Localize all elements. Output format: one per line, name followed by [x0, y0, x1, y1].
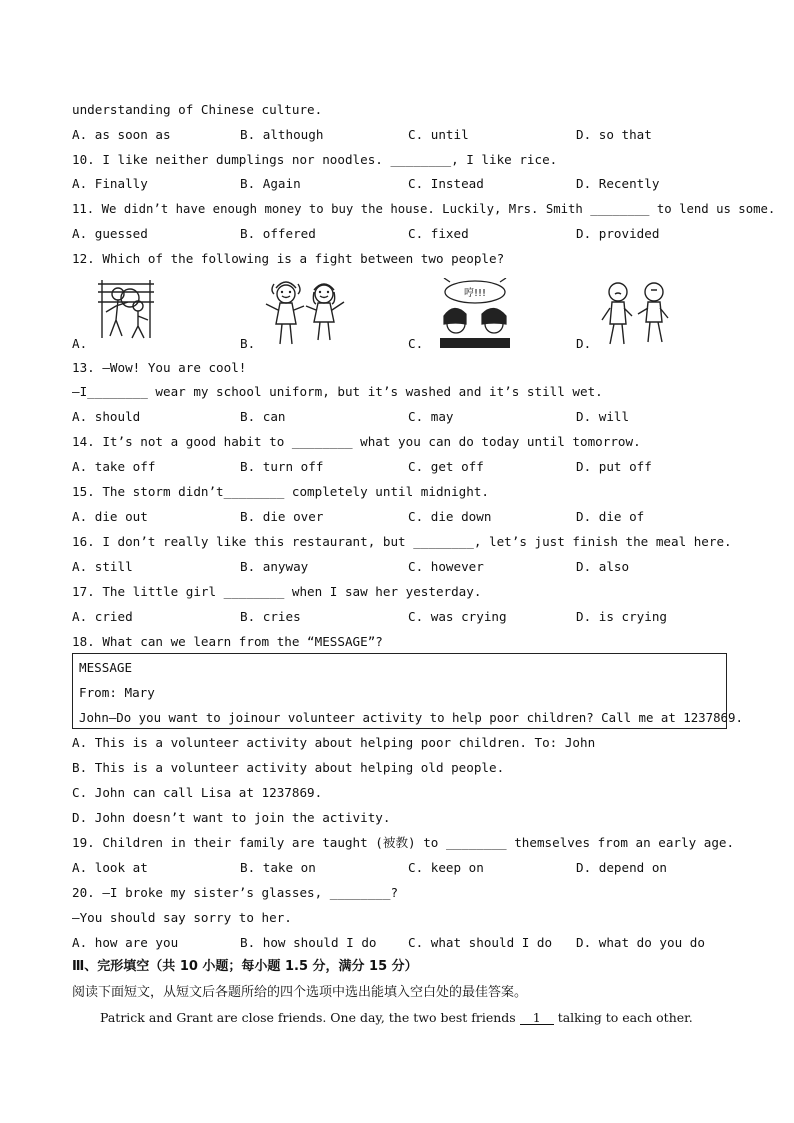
picture-label-d: D.: [576, 336, 592, 351]
question-18-option-b: B. This is a volunteer activity about helping old people.: [72, 760, 505, 775]
cloze-text-end: talking to each other.: [557, 1010, 693, 1025]
option-b: B. take on: [240, 860, 316, 875]
cloze-text-start: Patrick and Grant are close friends. One day, the two best friends: [100, 1010, 516, 1025]
option-a: A. cried: [72, 609, 133, 624]
question-14-options: [72, 459, 732, 475]
question-14: 14. It’s not a good habit to ________ what you can do today until tomorrow.: [72, 434, 641, 449]
option-d: D. Recently: [576, 176, 660, 191]
picture-label-c: C.: [408, 336, 424, 351]
question-18: 18. What can we learn from the “MESSAGE”?: [72, 634, 383, 649]
option-b: B. turn off: [240, 459, 324, 474]
option-b: B. how should I do: [240, 935, 377, 950]
section-3-heading: Ⅲ、完形填空（共 10 小题；每小题 1.5 分，满分 15 分）: [72, 959, 418, 974]
option-a: A. look at: [72, 860, 148, 875]
option-a: A. still: [72, 559, 133, 574]
option-c: C. may: [408, 409, 454, 424]
option-b: B. although: [240, 127, 324, 142]
picture-label-b: B.: [240, 336, 256, 351]
question-20-dialog-line-1: 20. —I broke my sister’s glasses, ________?: [72, 885, 399, 900]
picture-c-two-kids-angry-illustration: [430, 278, 520, 348]
bubble-text: 哼!!!: [463, 288, 487, 299]
question-13-options: [72, 409, 732, 425]
cloze-blank-1: 1: [520, 1011, 554, 1025]
option-b: B. Again: [240, 176, 301, 191]
question-17: 17. The little girl ________ when I saw her yesterday.: [72, 584, 482, 599]
option-d: D. provided: [576, 226, 660, 241]
message-title: MESSAGE: [79, 660, 133, 675]
question-11-options: [72, 226, 732, 242]
question-18-option-d: D. John doesn’t want to join the activity.: [72, 810, 391, 825]
option-c: C. was crying: [408, 609, 507, 624]
option-b: B. die over: [240, 509, 324, 524]
question-18-option-c: C. John can call Lisa at 1237869.: [72, 785, 323, 800]
question-15: 15. The storm didn’t________ completely until midnight.: [72, 484, 490, 499]
question-12: 12. Which of the following is a fight between two people?: [72, 251, 505, 266]
option-b: B. offered: [240, 226, 316, 241]
picture-d-two-kids-illustration: [598, 280, 672, 348]
message-box: [72, 653, 743, 729]
question-19-options: [72, 860, 732, 876]
picture-b-two-happy-girls-illustration: [262, 276, 350, 348]
question-10-options: [72, 176, 732, 192]
option-d: D. what do you do: [576, 935, 705, 950]
message-from: From: Mary: [79, 685, 155, 700]
message-body: John—Do you want to joinour volunteer activity to help poor children? Call me at 1237869.: [79, 710, 743, 725]
question-13-dialog-line-2: —I________ wear my school uniform, but it’s washed and it’s still wet.: [72, 384, 603, 399]
question-9-options: [72, 127, 732, 143]
option-d: D. die of: [576, 509, 645, 524]
question-16-options: [72, 559, 732, 575]
question-19: 19. Children in their family are taught (被教) to ________ themselves from an early age.: [72, 835, 735, 850]
option-c: C. Instead: [408, 176, 484, 191]
option-c: C. what should I do: [408, 935, 553, 950]
option-c: C. fixed: [408, 226, 469, 241]
option-a: A. how are you: [72, 935, 179, 950]
option-b: B. cries: [240, 609, 301, 624]
question-18-option-a: A. This is a volunteer activity about helping poor children. To: John: [72, 735, 596, 750]
question-16: 16. I don’t really like this restaurant, but ________, let’s just finish the meal here.: [72, 534, 732, 549]
question-11: 11. We didn’t have enough money to buy the house. Luckily, Mrs. Smith ________ to lend us some.: [72, 202, 776, 216]
question-17-options: [72, 609, 732, 625]
option-a: A. Finally: [72, 176, 148, 191]
option-a: A. die out: [72, 509, 148, 524]
option-c: C. however: [408, 559, 484, 574]
question-9-tail: understanding of Chinese culture.: [72, 102, 323, 117]
question-20-options: [72, 935, 732, 951]
question-20-dialog-line-2: —You should say sorry to her.: [72, 910, 292, 925]
option-d: D. will: [576, 409, 630, 424]
question-15-options: [72, 509, 732, 525]
option-c: C. get off: [408, 459, 484, 474]
cloze-paragraph-first-line: [100, 1010, 693, 1026]
option-c: C. keep on: [408, 860, 484, 875]
option-a: A. as soon as: [72, 127, 171, 142]
option-a: A. guessed: [72, 226, 148, 241]
option-a: A. should: [72, 409, 141, 424]
question-10: 10. I like neither dumplings nor noodles. ________, I like rice.: [72, 152, 558, 167]
option-b: B. can: [240, 409, 286, 424]
picture-label-a: A.: [72, 336, 88, 351]
option-d: D. put off: [576, 459, 652, 474]
option-d: D. so that: [576, 127, 652, 142]
option-d: D. depend on: [576, 860, 667, 875]
option-a: A. take off: [72, 459, 156, 474]
picture-a-playground-illustration: [94, 276, 160, 344]
option-b: B. anyway: [240, 559, 309, 574]
option-d: D. also: [576, 559, 630, 574]
section-3-instruction: 阅读下面短文，从短文后各题所给的四个选项中选出能填入空白处的最佳答案。: [72, 985, 528, 1000]
question-13-dialog-line-1: 13. —Wow! You are cool!: [72, 360, 247, 375]
option-c: C. die down: [408, 509, 492, 524]
option-c: C. until: [408, 127, 469, 142]
option-d: D. is crying: [576, 609, 667, 624]
